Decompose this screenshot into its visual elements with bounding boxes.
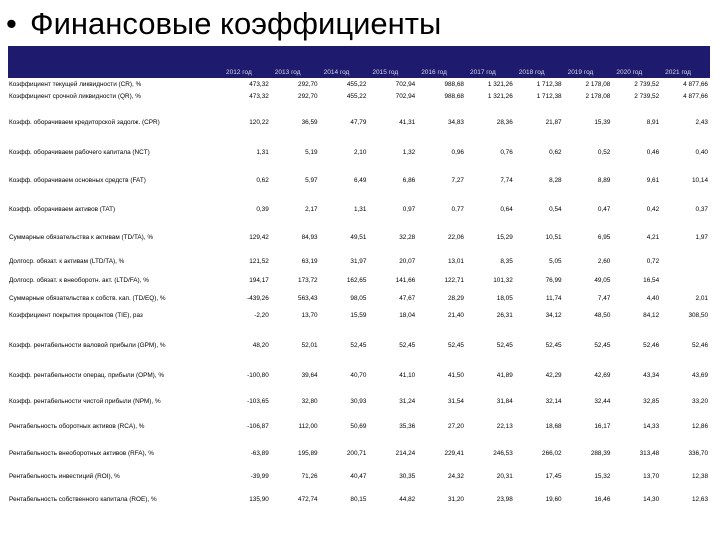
ratio-value-cell: 18,05 <box>496 294 513 302</box>
ratio-value-cell: 0,76 <box>500 148 513 156</box>
ratio-value-cell: 50,69 <box>350 422 367 430</box>
table-row <box>8 254 710 268</box>
ratio-value-cell: 121,52 <box>249 257 269 265</box>
ratio-value-cell: 84,12 <box>643 311 660 319</box>
ratio-value-cell: 28,36 <box>496 118 513 126</box>
ratio-value-cell: 1,97 <box>695 233 708 241</box>
ratio-value-cell: 101,32 <box>493 276 513 284</box>
table-row <box>8 364 710 386</box>
ratio-value-cell: 23,98 <box>496 495 513 503</box>
ratio-value-cell: 18,04 <box>399 311 416 319</box>
ratio-value-cell: 31,24 <box>399 397 416 405</box>
ratio-value-cell: 0,42 <box>646 205 660 213</box>
ratio-value-cell: 308,50 <box>688 311 708 319</box>
ratio-value-cell: 1 712,38 <box>536 92 562 100</box>
header-year-cell: 2019 год <box>564 46 613 78</box>
table-row <box>8 102 710 142</box>
ratio-value-cell: 2,17 <box>305 205 318 213</box>
ratio-value-cell: 162,65 <box>346 276 367 284</box>
ratio-value-cell: 16,54 <box>643 276 660 284</box>
header-year-cell: 2012 год <box>222 46 271 78</box>
ratio-value-cell: 41,89 <box>496 371 513 379</box>
table-row <box>8 162 710 198</box>
ratio-value-cell: 32,14 <box>545 397 562 405</box>
ratio-value-cell: 0,40 <box>695 148 708 156</box>
ratio-value-cell: 288,39 <box>590 449 611 457</box>
ratio-value-cell: -106,87 <box>247 422 269 430</box>
ratio-value-cell: 22,13 <box>496 422 513 430</box>
ratio-value-cell: 563,43 <box>298 294 318 302</box>
ratio-value-cell: 141,66 <box>395 276 416 284</box>
ratio-value-cell: 1,31 <box>353 205 367 213</box>
ratio-label-cell: Коэфф. оборачиваем активов (TAT) <box>9 205 116 213</box>
ratio-value-cell: 0,54 <box>549 205 562 213</box>
header-year-cell: 2015 год <box>368 46 417 78</box>
table-row <box>8 482 710 516</box>
ratio-value-cell: 195,89 <box>298 449 318 457</box>
header-year-cell: 2016 год <box>417 46 466 78</box>
ratio-value-cell: 2 739,52 <box>634 80 660 88</box>
ratio-value-cell: 44,82 <box>399 495 416 503</box>
ratio-label-cell: Рентабельность инвестиций (ROI), % <box>9 472 120 480</box>
header-year-cell: 2017 год <box>466 46 515 78</box>
ratio-value-cell: 16,17 <box>594 422 611 430</box>
ratio-value-cell: 15,59 <box>350 311 367 319</box>
ratio-label-cell: Долгоср. обязат. к внеоборотн. акт. (LTD/FA), % <box>9 276 149 284</box>
ratio-value-cell: -103,65 <box>247 397 269 405</box>
ratio-value-cell: 122,71 <box>444 276 464 284</box>
ratio-value-cell: 4 877,66 <box>683 80 708 88</box>
ratio-value-cell: 34,83 <box>447 118 464 126</box>
table-row <box>8 78 710 90</box>
table-row <box>8 416 710 436</box>
ratio-value-cell: 473,32 <box>249 80 269 88</box>
ratio-value-cell: 8,91 <box>646 118 660 126</box>
header-label-cell <box>8 46 222 78</box>
ratio-value-cell: 473,32 <box>249 92 269 100</box>
ratio-value-cell: 80,15 <box>350 495 367 503</box>
ratio-value-cell: 76,99 <box>545 276 562 284</box>
ratio-value-cell: 34,12 <box>545 311 562 319</box>
ratio-label-cell: Рентабельность собственного капитала (ROE), % <box>9 495 157 503</box>
ratio-value-cell: 0,62 <box>256 176 269 184</box>
ratio-value-cell: 52,45 <box>447 341 464 349</box>
ratio-value-cell: -2,20 <box>254 311 269 319</box>
ratio-value-cell: 13,70 <box>301 311 318 319</box>
ratio-value-cell: 5,97 <box>305 176 318 184</box>
ratio-value-cell: 36,59 <box>301 118 318 126</box>
ratio-value-cell: 0,77 <box>451 205 464 213</box>
ratio-value-cell: 455,22 <box>346 92 367 100</box>
header-year-cell: 2021 год <box>661 46 710 78</box>
ratio-value-cell: 6,95 <box>597 233 611 241</box>
ratio-value-cell: 49,51 <box>350 233 367 241</box>
ratio-value-cell: 63,19 <box>301 257 318 265</box>
table-row <box>8 142 710 162</box>
ratio-value-cell: 43,69 <box>692 371 708 379</box>
ratio-value-cell: 33,20 <box>692 397 708 405</box>
table-row <box>8 470 710 482</box>
ratio-value-cell: 2,10 <box>353 148 367 156</box>
ratio-value-cell: 702,94 <box>395 92 416 100</box>
ratio-value-cell: 0,46 <box>646 148 660 156</box>
ratio-value-cell: 4,21 <box>646 233 660 241</box>
ratio-value-cell: 0,72 <box>646 257 660 265</box>
ratio-value-cell: 4 877,66 <box>683 92 708 100</box>
ratio-value-cell: 6,86 <box>402 176 416 184</box>
ratio-value-cell: 194,17 <box>249 276 269 284</box>
slide-title-text: Финансовые коэффициенты <box>30 6 442 41</box>
ratio-value-cell: 8,89 <box>597 176 611 184</box>
ratio-value-cell: 0,96 <box>451 148 464 156</box>
ratio-label-cell: Суммарные обязательства к собств. кап. (TD/EQ), % <box>9 294 166 302</box>
ratio-value-cell: 28,29 <box>447 294 464 302</box>
ratio-value-cell: 52,45 <box>496 341 513 349</box>
ratio-value-cell: 6,49 <box>353 176 367 184</box>
ratio-value-cell: 42,29 <box>545 371 562 379</box>
ratio-value-cell: 702,94 <box>395 80 416 88</box>
ratio-value-cell: 52,46 <box>643 341 660 349</box>
table-row <box>8 292 710 304</box>
ratio-value-cell: 455,22 <box>346 80 367 88</box>
ratio-value-cell: 12,86 <box>692 422 708 430</box>
ratio-value-cell: 22,06 <box>447 233 464 241</box>
ratio-value-cell: 31,54 <box>447 397 464 405</box>
ratio-label-cell: Коэффициент покрытия процентов (TIE), раз <box>9 311 143 319</box>
ratio-value-cell: 52,45 <box>350 341 367 349</box>
ratio-value-cell: 2,01 <box>695 294 708 302</box>
ratio-value-cell: 48,20 <box>252 341 269 349</box>
ratio-value-cell: -63,89 <box>250 449 269 457</box>
ratio-value-cell: 0,37 <box>695 205 708 213</box>
table-body <box>8 78 710 516</box>
ratio-value-cell: 42,69 <box>594 371 611 379</box>
table-row <box>8 386 710 416</box>
ratio-value-cell: 40,47 <box>350 472 367 480</box>
table-row <box>8 198 710 220</box>
ratio-value-cell: 2 178,08 <box>585 92 611 100</box>
ratio-value-cell: 30,93 <box>350 397 367 405</box>
ratio-value-cell: -100,80 <box>247 371 269 379</box>
ratio-value-cell: 2 178,08 <box>585 80 611 88</box>
table-row <box>8 304 710 326</box>
ratio-value-cell <box>661 254 710 268</box>
ratio-value-cell: 1,32 <box>402 148 416 156</box>
ratio-value-cell: 39,64 <box>301 371 318 379</box>
ratio-value-cell: 12,38 <box>692 472 708 480</box>
ratio-value-cell <box>661 268 710 292</box>
ratio-value-cell: 1,31 <box>256 148 269 156</box>
ratio-value-cell: 0,97 <box>402 205 416 213</box>
ratio-value-cell: 11,74 <box>546 294 562 302</box>
ratio-value-cell: 15,29 <box>496 233 513 241</box>
ratio-value-cell: 98,05 <box>350 294 367 302</box>
ratio-value-cell: 0,52 <box>597 148 611 156</box>
table-row <box>8 220 710 254</box>
ratio-value-cell: 112,00 <box>298 422 318 430</box>
header-year-cell: 2020 год <box>612 46 661 78</box>
ratio-value-cell: 20,07 <box>399 257 416 265</box>
ratio-value-cell: 200,71 <box>346 449 367 457</box>
ratio-value-cell: 17,45 <box>545 472 562 480</box>
ratio-value-cell: 41,10 <box>399 371 416 379</box>
ratio-value-cell: 988,68 <box>444 92 464 100</box>
ratio-value-cell: 13,01 <box>447 257 464 265</box>
ratio-label-cell: Коэфф. оборачиваем основных средств (FAT) <box>9 176 146 184</box>
ratio-value-cell: 988,68 <box>444 80 464 88</box>
ratio-value-cell: 52,46 <box>692 341 708 349</box>
header-year-cell: 2018 год <box>515 46 564 78</box>
ratio-value-cell: 14,33 <box>643 422 660 430</box>
ratio-value-cell: 24,32 <box>447 472 464 480</box>
ratio-value-cell: 15,39 <box>594 118 611 126</box>
ratio-value-cell: 1 321,26 <box>487 92 513 100</box>
ratio-value-cell: 2,43 <box>695 118 708 126</box>
ratio-value-cell: 21,40 <box>447 311 464 319</box>
ratio-value-cell: 47,67 <box>399 294 416 302</box>
ratio-value-cell: 21,87 <box>545 118 562 126</box>
slide-title <box>6 2 441 46</box>
ratio-value-cell: 5,19 <box>305 148 318 156</box>
ratio-label-cell: Коэфф. оборачиваем рабочего капитала (NCT) <box>9 148 150 156</box>
ratio-value-cell: 14,30 <box>643 495 660 503</box>
ratio-value-cell: 4,40 <box>646 294 660 302</box>
ratio-value-cell: 8,28 <box>549 176 562 184</box>
financial-ratios-table <box>8 46 710 516</box>
ratio-value-cell: 32,80 <box>301 397 318 405</box>
ratio-value-cell: 9,61 <box>646 176 660 184</box>
ratio-value-cell: 13,70 <box>643 472 660 480</box>
ratio-value-cell: 336,70 <box>688 449 708 457</box>
ratio-value-cell: 7,27 <box>451 176 464 184</box>
ratio-value-cell: 32,85 <box>643 397 660 405</box>
ratio-value-cell: 10,14 <box>692 176 708 184</box>
table-row <box>8 268 710 292</box>
table-row <box>8 436 710 470</box>
ratio-value-cell: 0,47 <box>597 205 611 213</box>
ratio-value-cell: 173,72 <box>298 276 318 284</box>
ratio-value-cell: 49,05 <box>594 276 611 284</box>
ratio-value-cell: 31,97 <box>350 257 367 265</box>
ratio-value-cell: 48,50 <box>594 311 611 319</box>
ratio-value-cell: 0,62 <box>549 148 562 156</box>
ratio-label-cell: Коэффициент срочной ликвидности (QR), % <box>9 92 141 100</box>
ratio-value-cell: 0,39 <box>256 205 269 213</box>
ratio-value-cell: 52,45 <box>594 341 611 349</box>
ratio-value-cell: 266,02 <box>542 449 562 457</box>
ratio-value-cell: 129,42 <box>249 233 269 241</box>
ratio-value-cell: 32,28 <box>399 233 416 241</box>
ratio-value-cell: 43,34 <box>643 371 660 379</box>
ratio-value-cell: 19,60 <box>545 495 562 503</box>
ratio-value-cell: 26,31 <box>496 311 513 319</box>
table-row <box>8 90 710 102</box>
ratio-value-cell: 214,24 <box>395 449 416 457</box>
ratio-label-cell: Суммарные обязательства к активам (TD/TA), % <box>9 233 154 241</box>
bullet-glyph: • <box>6 6 17 41</box>
ratio-value-cell: 41,31 <box>399 118 416 126</box>
header-year-cell: 2013 год <box>271 46 320 78</box>
ratio-value-cell: 0,64 <box>500 205 513 213</box>
ratio-value-cell: 31,20 <box>447 495 464 503</box>
ratio-value-cell: 2,60 <box>597 257 611 265</box>
ratio-value-cell: 229,41 <box>444 449 464 457</box>
ratio-value-cell: 16,46 <box>594 495 611 503</box>
ratio-value-cell: 35,36 <box>399 422 416 430</box>
ratio-value-cell: 10,51 <box>545 233 562 241</box>
ratio-value-cell: 1 712,38 <box>536 80 562 88</box>
ratio-value-cell: 292,70 <box>298 92 318 100</box>
ratio-value-cell: 472,74 <box>298 495 318 503</box>
table-row <box>8 326 710 364</box>
ratio-value-cell: -39,99 <box>250 472 269 480</box>
ratio-value-cell: 5,05 <box>549 257 562 265</box>
ratio-label-cell: Коэффициент текущей ликвидности (CR), % <box>9 80 142 88</box>
ratio-label-cell: Коэфф. рентабельности чистой прибыли (NPM), % <box>9 397 161 405</box>
ratio-value-cell: -439,26 <box>247 294 269 302</box>
ratio-value-cell: 71,26 <box>301 472 318 480</box>
ratio-value-cell: 292,70 <box>298 80 318 88</box>
ratio-label-cell: Коэфф. рентабельности операц. прибыли (OPM), % <box>9 371 165 379</box>
ratio-label-cell: Долгоср. обязат. к активам (LTD/TA), % <box>9 257 125 265</box>
ratio-value-cell: 7,47 <box>597 294 611 302</box>
ratio-value-cell: 135,90 <box>249 495 269 503</box>
ratio-value-cell: 30,35 <box>399 472 416 480</box>
ratio-value-cell: 12,63 <box>692 495 708 503</box>
ratio-value-cell: 18,68 <box>545 422 562 430</box>
ratio-value-cell: 20,31 <box>496 472 513 480</box>
ratio-value-cell: 84,93 <box>301 233 318 241</box>
ratio-value-cell: 47,79 <box>350 118 367 126</box>
ratio-value-cell: 52,45 <box>399 341 416 349</box>
ratio-value-cell: 246,53 <box>493 449 513 457</box>
ratio-value-cell: 31,84 <box>496 397 513 405</box>
ratio-value-cell: 32,44 <box>594 397 611 405</box>
ratio-value-cell: 40,70 <box>350 371 367 379</box>
ratio-value-cell: 52,45 <box>545 341 562 349</box>
ratio-value-cell: 27,20 <box>447 422 464 430</box>
ratio-value-cell: 7,74 <box>500 176 513 184</box>
ratio-value-cell: 52,01 <box>301 341 318 349</box>
ratio-label-cell: Рентабельность оборотных активов (RCA), % <box>9 422 145 430</box>
ratio-value-cell: 15,32 <box>594 472 611 480</box>
ratio-label-cell: Коэфф. оборачиваем кредиторской задолж. (CPR) <box>9 118 160 126</box>
ratio-value-cell: 41,50 <box>447 371 464 379</box>
financial-ratios-table-wrap <box>8 46 710 516</box>
ratio-value-cell: 2 739,52 <box>634 92 660 100</box>
header-row <box>8 46 710 78</box>
ratio-label-cell: Коэфф. рентабельности валовой прибыли (GPM), % <box>9 341 166 349</box>
header-year-cell: 2014 год <box>320 46 369 78</box>
ratio-value-cell: 313,48 <box>639 449 660 457</box>
ratio-value-cell: 120,22 <box>249 118 269 126</box>
ratio-value-cell: 1 321,26 <box>487 80 513 88</box>
ratio-value-cell: 8,35 <box>500 257 513 265</box>
ratio-label-cell: Рентабельность внеоборотных активов (RFA), % <box>9 449 154 457</box>
